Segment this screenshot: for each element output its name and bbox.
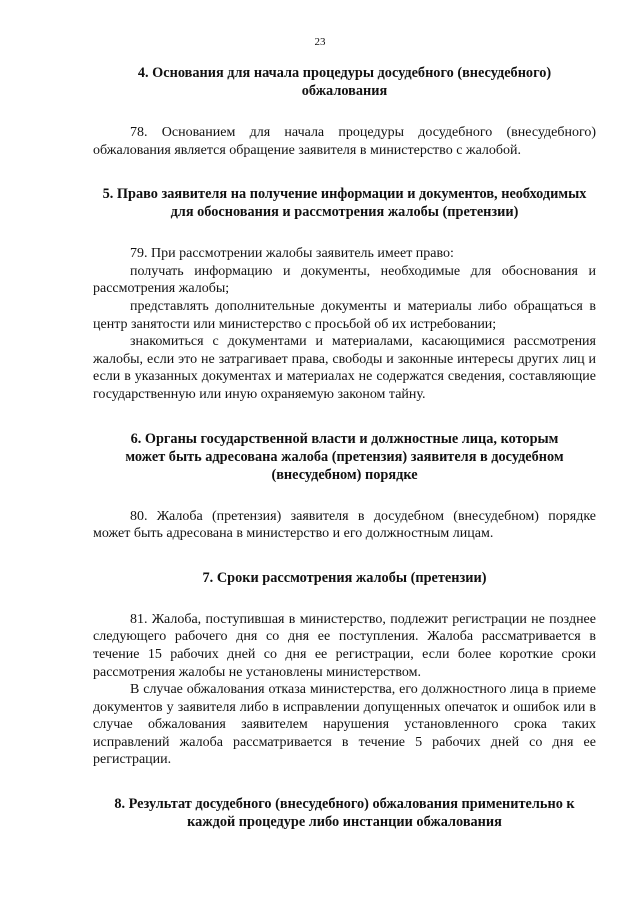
section-7-heading: 7. Сроки рассмотрения жалобы (претензии) [202, 569, 487, 586]
paragraph-78: 78. Основанием для начала процедуры досудебного (внесудебного) обжалования является обращение заявителя в министерство с жалобой. [93, 125, 596, 158]
page-number: 23 [314, 36, 326, 48]
paragraph-79-item-2: представлять дополнительные документы и материалы либо обращаться в центр занятости или министерство с просьбой об их истребовании; [93, 298, 596, 332]
section-8-heading: 8. Результат досудебного (внесудебного) обжалования применительно к каждой процедуре либо инстанции обжалования [114, 796, 575, 831]
paragraph-80: 80. Жалоба (претензия) заявителя в досудебном (внесудебном) порядке может быть адресована в министерство и его должностным лицам. [93, 508, 596, 542]
section-4-heading: 4. Основания для начала процедуры досудебного (внесудебного) обжалования [137, 65, 552, 99]
paragraph-81: 81. Жалоба, поступившая в министерство, подлежит регистрации не позднее следующего рабочего дня со дня ее поступления. Жалоба рассматривается в течение 15 рабочих дней со дня ее регистрации, если более короткие сроки рассмотрения жалобы не установлены министерством. [93, 611, 596, 680]
section-6-heading: 6. Органы государственной власти и должностные лица, которым может быть адресована жалоба (претензия) заявителя в досудебном (внесудебном) порядке [125, 430, 564, 483]
paragraph-79-item-3: знакомиться с документами и материалами, касающимися рассмотрения жалобы, если это не затрагивает права, свободы и законные интересы других лиц и если в указанных документах и материалах не содержатся сведения, составляющие государственную или иную охраняемую законом тайну. [93, 334, 596, 402]
document-body [93, 64, 596, 831]
section-5-heading: 5. Право заявителя на получение информации и документов, необходимых для обоснования и рассмотрения жалобы (претензии) [102, 186, 587, 221]
paragraph-79-item-1: получать информацию и документы, необходимые для обоснования и рассмотрения жалобы; [93, 263, 596, 297]
paragraph-81-part-2: В случае обжалования отказа министерства, его должностного лица в приеме документов у заявителя либо в исправлении допущенных опечаток и ошибок или в случае обжалования заявителем нарушения установленного срока таких исправлений жалоба рассматривается в течение 5 рабочих дней со дня ее регистрации. [93, 682, 596, 768]
paragraph-79: 79. При рассмотрении жалобы заявитель имеет право: [130, 246, 454, 262]
